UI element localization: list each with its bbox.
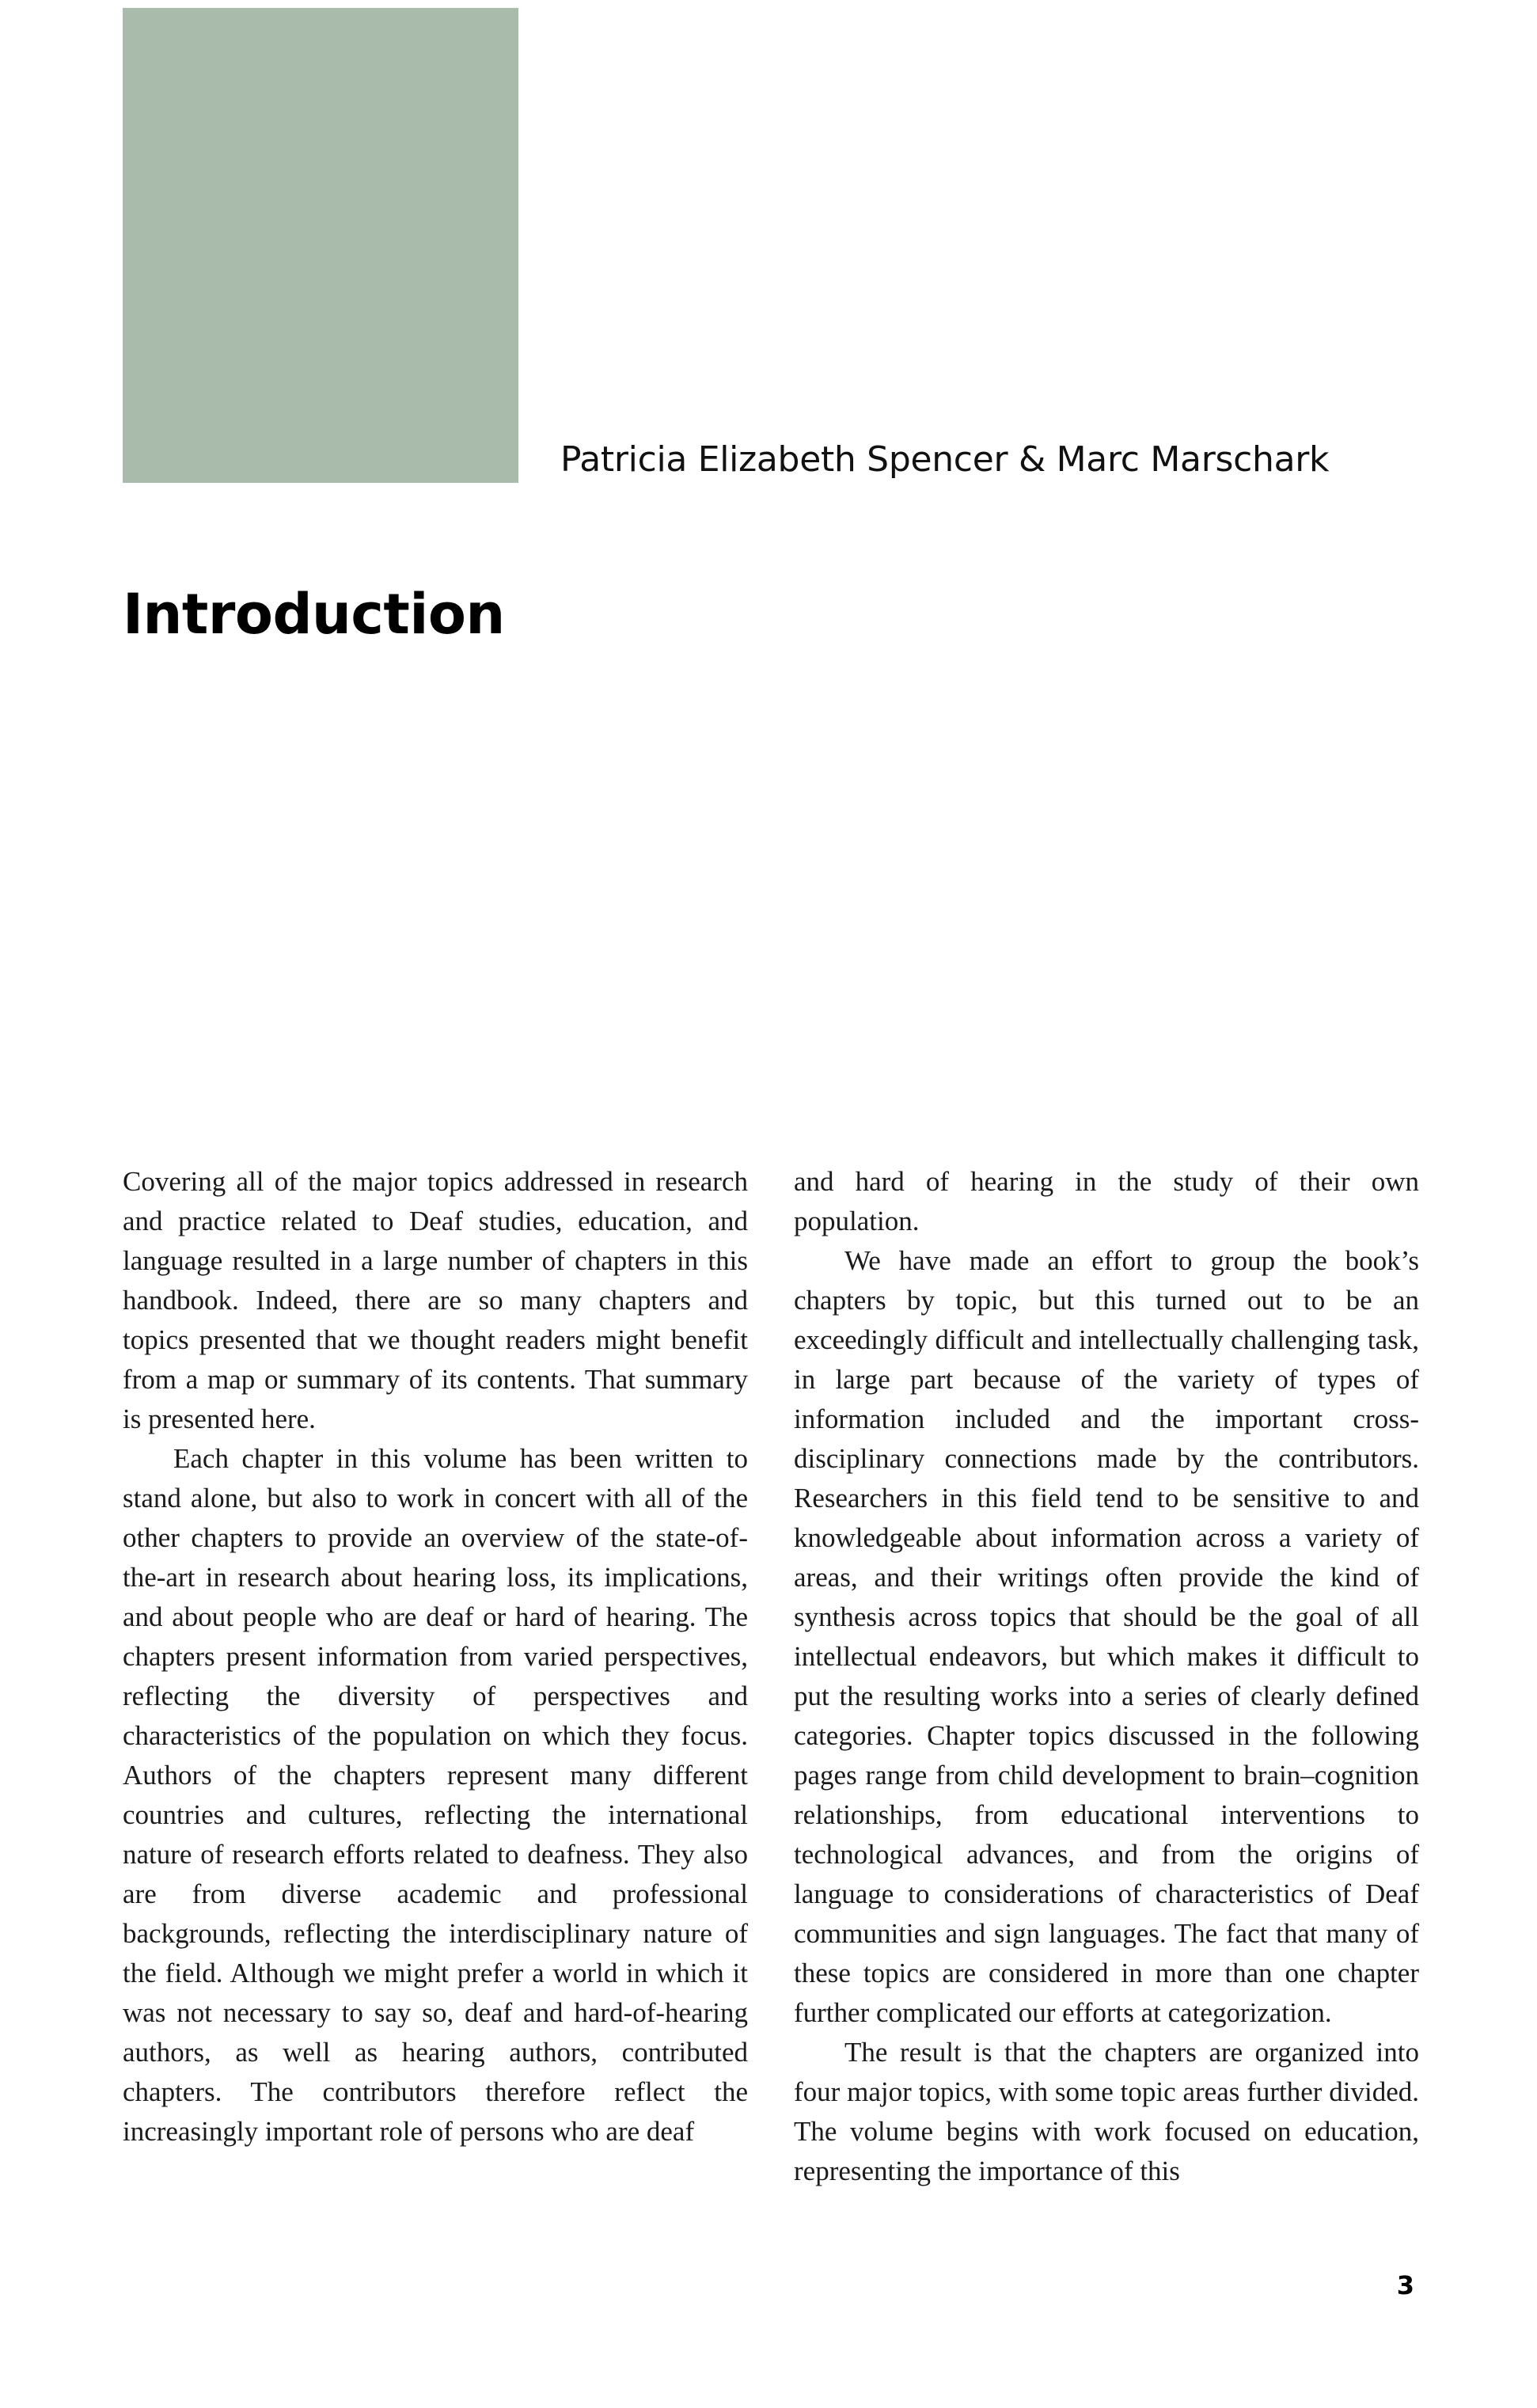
right-text-column [794, 1162, 1419, 2191]
paragraph: Covering all of the major topics addressed in research and practice related to Deaf studies, education, and language resulted in a large number of chapters in this handbook. Indeed, there are so many chapters and topics presented that we thought readers might benefit from a map or summary of its contents. That summary is presented here. [123, 1166, 748, 1434]
chapter-authors: Patricia Elizabeth Spencer & Marc Marschark [560, 439, 1330, 480]
chapter-title: Introduction [123, 582, 505, 647]
decorative-color-block [123, 8, 518, 483]
paragraph: We have made an effort to group the book’s chapters by topic, but this turned out to be an exceedingly difficult and intellectually challenging task, in large part because of the variety of types of information included and the important cross-disciplinary connections made by the contributors. Researchers in this field tend to be sensitive to and knowledgeable about information across a variety of areas, and their writings often provide the kind of synthesis across topics that should be the goal of all intellectual endeavors, but which makes it difficult to put the resulting works into a series of clearly defined categories. Chapter topics discussed in the following pages range from child development to brain–cognition relationships, from educational interventions to technological advances, and from the origins of language to considerations of characteristics of Deaf communities and sign languages. The fact that many of these topics are considered in more than one chapter further complicated our efforts at categorization. [794, 1245, 1419, 2028]
left-text-column [123, 1162, 748, 2152]
page-number: 3 [1396, 2270, 1414, 2300]
paragraph: and hard of hearing in the study of their own population. [794, 1166, 1419, 1236]
paragraph: Each chapter in this volume has been written to stand alone, but also to work in concert with all of the other chapters to provide an overview of the state-of-the-art in research about hearing loss, its implications, and about people who are deaf or hard of hearing. The chapters present information from varied perspectives, reflecting the diversity of perspectives and characteristics of the population on which they focus. Authors of the chapters represent many different countries and cultures, reflecting the international nature of research efforts related to deafness. They also are from diverse academic and professional backgrounds, reflecting the interdisciplinary nature of the field. Although we might prefer a world in which it was not necessary to say so, deaf and hard-of-hearing authors, as well as hearing authors, contributed chapters. The contributors therefore reflect the increasingly important role of persons who are deaf [123, 1443, 748, 2147]
paragraph: The result is that the chapters are organized into four major topics, with some topic areas further divided. The volume begins with work focused on education, representing the importance of this [794, 2037, 1419, 2186]
